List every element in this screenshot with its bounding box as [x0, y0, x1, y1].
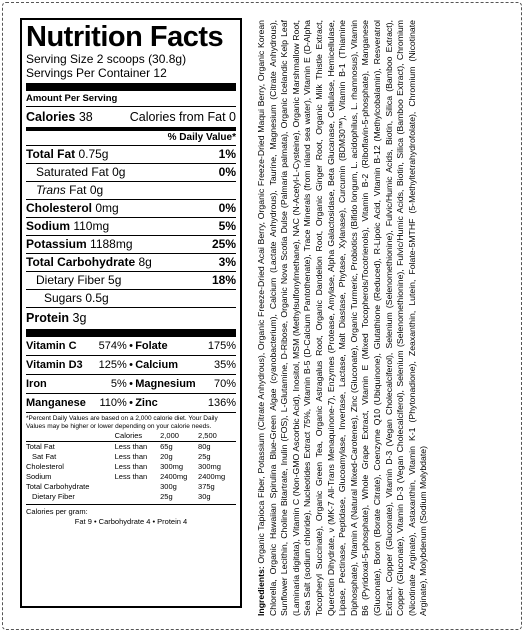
ref-cond: [115, 492, 161, 502]
nutrient-name: Saturated Fat: [36, 165, 109, 179]
vitamin-value: 125%: [98, 359, 127, 371]
nutrient-row-sugars: [26, 290, 236, 307]
divider: [26, 504, 236, 505]
daily-value-footnote: *Percent Daily Values are based on a 2,000 calorie diet. Your Daily Values may be higher or lower depending on your calorie needs.: [26, 415, 218, 430]
ref-name: Dietary Fiber: [32, 492, 75, 501]
vitamin-row: [26, 356, 236, 374]
servings-per-container: Servings Per Container 12: [26, 66, 167, 80]
divider-thick: [26, 329, 236, 337]
ref-cond: Less than: [114, 462, 148, 471]
vitamin-name: Folate: [135, 340, 168, 352]
nutrient-name: Total Carbohydrate: [26, 255, 136, 269]
ref-header-2000: 2,000: [160, 431, 179, 440]
nutrition-facts-panel: [20, 18, 242, 608]
bullet-separator: •: [129, 340, 133, 352]
divider-thick: [26, 83, 236, 91]
nutrient-name: Cholesterol: [26, 201, 93, 215]
ref-cond: Less than: [114, 452, 148, 461]
nutrient-amount: 1188mg: [90, 237, 133, 251]
ingredients-block: [256, 20, 494, 616]
nutrient-row-total-fat: [26, 146, 236, 163]
vitamin-name: Calcium: [135, 359, 178, 371]
ref-value-2500: 25g: [198, 452, 211, 461]
nutrient-row-protein: [26, 308, 236, 328]
vitamin-value: 136%: [207, 397, 236, 409]
ref-value-2000: 20g: [160, 452, 173, 461]
nutrient-amount: 3g: [72, 311, 87, 325]
calories-per-gram-values: Fat 9 • Carbohydrate 4 • Protein 4: [74, 517, 188, 526]
table-row: [26, 472, 236, 482]
reference-table: [26, 431, 236, 502]
nutrient-row-cholesterol: [26, 200, 236, 217]
ref-value-2500: 300mg: [198, 462, 221, 471]
vitamin-name: Vitamin C: [26, 340, 77, 352]
ingredients-list: Organic Tapioca Fiber, Potassium (Citrate Anhydrous), Organic Freeze-Dried Acai Berry, Organic Freeze-Dried Maqui Berry, Organic Korean Chlorella, Organic Hawaiian Spirulina Blue-Green Algae (cyanobacterium), Calcium (Lactate Anhydrous), Taurine, Magnesium (Citrate Anhydrous), Sunflower Lecithin, Choline Bitartrate, Inulin (FOS), L-Glutamine, D-Ribose, Organic Nova Scotia Dulse (Palmaria palmata), Organic Icelandic Kelp Leaf (Laminaria digitata), Vitamin C (Non-GMO Ascorbic Acid), Inositol, MSM (Methylsulfonylmethane), NAC (N-Acetyl-L-Cysteine), Organic Marshmallow Root, Sea Salt (sodium chloride), Nucleotides Extract 75%, Vitamin B-5 (D-Calcium Pantothenate), Trace Minerals (from inland sea water), Vitamin E (D-Alpha Tocopheryl Succinate), Organic Green Tea, Organic Astragalus Root, Organic Dandelion Root, Organic Ginger Root, Organic Milk Thistle Extract, Quercetin Dihydrate, ν (MK-7 All-Trans Menaquinone-7), Enzymes (Protease, Amylase, Alpha Galactosidase, Beta Glucanase, Cellulase, Hemicellulase, Lipase, Pectinase, Peptidase, Glucoamylase, Invertase, Lactase, Malt Diastase, Phytase, Xylanase), Curcumin (BDM30™), Vitamin B-1 (Thiamine Diphosphate), Vitamin A (Natural Mixed-Carotenes), Zinc (Gluconate), Organic Turmeric, Probiotics (Bifido longum, L. acidophilus, L. rhamnosus), Vitamin B6 (Pyridoxal-5-phosphate), Whole Grape Extract, Vitamin E (Mixed Tocopherols/Tocotrienols), Vitamin B-2 (Riboflavin-5-phosphate), Manganese (Gluconate), Boron (Borate Citrate), Coenzyme Q10 (Ubiquinone), Glutathione (Reduced), R-Lipoic Acid, Vitamin B-12 (Methylcobalamin), Resveratrol Extract, Copper (Gluconate), Vitamin D-3 (Vegan Cholecalciferol), Selenium (Selenomethionine), Fulvic/Humic Acids, Biotin, Silica (Bamboo Extract), Copper (Gluconate), Vitamin D-3 (Vegan Cholecalciferol), Selenium (Selenomethionine), Fulvic/Humic Acids, Biotin, Silica (Bamboo Extract), Chromium (Nicotinate Arginate), Astaxanthin, Vitamin K-1 (Phytonadione), Zeaxanthin, Lutein, Folate-5MTHF (5-Methyltetrahydrofolate), Chromium (Nicotinate Arginate), Molybdenum (Sodium Molybdate): [256, 20, 429, 616]
ref-name: Sodium: [26, 472, 52, 481]
calories-per-gram-label: Calories per gram:: [26, 507, 88, 516]
nutrition-facts-title: Nutrition Facts: [26, 21, 224, 53]
ref-name: Total Fat: [26, 442, 115, 453]
vitamin-name: Magnesium: [135, 378, 196, 390]
nutrient-amount: 0.75g: [78, 147, 109, 161]
nutrient-row-potassium: [26, 236, 236, 253]
nutrient-row-sodium: [26, 218, 236, 235]
table-row: [26, 442, 236, 453]
nutrient-name: Total Fat: [26, 147, 76, 161]
nutrient-name: Sodium: [26, 219, 70, 233]
ref-header-calories: Calories: [114, 431, 143, 440]
serving-size: Serving Size 2 scoops (30.8g): [26, 52, 187, 66]
nutrient-amount: 0mg: [95, 201, 119, 215]
bullet-separator: •: [129, 397, 133, 409]
nutrient-dv: 3%: [218, 255, 236, 269]
vitamin-value: 35%: [213, 359, 236, 371]
nutrient-name: Protein: [26, 311, 70, 325]
daily-value-header: % Daily Value*: [167, 132, 236, 143]
vitamin-name: Iron: [26, 378, 47, 390]
nutrient-amount: Fat 0g: [69, 183, 104, 197]
calories-from-fat: Calories from Fat 0: [129, 110, 236, 124]
table-row: [26, 482, 236, 492]
table-row: [26, 452, 236, 462]
ingredients-label: Ingredients:: [256, 566, 266, 616]
nutrient-row-trans-fat: [26, 182, 236, 199]
ref-value-2000: 25g: [160, 492, 173, 501]
nutrient-dv: 18%: [211, 273, 236, 287]
nutrient-dv: 0%: [218, 201, 236, 215]
ref-value-2000: 300mg: [160, 462, 184, 471]
nutrient-name: Potassium: [26, 237, 87, 251]
calories-label: Calories: [26, 110, 76, 124]
nutrient-row-total-carbohydrate: [26, 254, 236, 271]
vitamin-value: 5%: [110, 378, 127, 390]
ref-cond: Less than: [114, 472, 148, 481]
nutrient-dv: 1%: [218, 147, 236, 161]
vitamin-name: Zinc: [135, 397, 158, 409]
vitamin-value: 110%: [99, 397, 127, 409]
nutrient-amount: 8g: [138, 255, 152, 269]
nutrient-name: Trans: [36, 183, 66, 197]
table-row: [26, 462, 236, 472]
vitamin-value: 574%: [98, 340, 127, 352]
bullet-separator: •: [129, 359, 133, 371]
table-row: [26, 492, 236, 502]
nutrient-amount: 0g: [112, 165, 126, 179]
vitamin-row: [26, 394, 236, 412]
vitamin-value: 70%: [213, 378, 236, 390]
ref-cond: Less than: [115, 442, 161, 453]
ref-name: Sat Fat: [32, 452, 57, 461]
vitamin-name: Vitamin D3: [26, 359, 83, 371]
calories-row: [26, 107, 236, 127]
vitamin-row: [26, 375, 236, 393]
nutrient-amount: 5g: [108, 273, 122, 287]
amount-per-serving: Amount Per Serving: [26, 93, 118, 104]
ref-value-2500: 375g: [198, 482, 215, 491]
ref-cond: [115, 482, 161, 492]
ingredients-text: [256, 20, 430, 616]
vitamin-row: [26, 337, 236, 355]
divider: [26, 412, 236, 413]
vitamin-name: Manganese: [26, 397, 86, 409]
nutrient-amount: 0.5g: [85, 291, 109, 305]
ref-value-2000: 2400mg: [160, 472, 188, 481]
nutrient-amount: 110mg: [73, 219, 110, 233]
nutrient-dv: 0%: [218, 165, 236, 179]
calories-value: 38: [78, 110, 93, 124]
ref-name: Total Carbohydrate: [26, 482, 90, 491]
ref-value-2500: 80g: [198, 442, 236, 453]
bullet-separator: •: [129, 378, 133, 390]
nutrient-dv: 5%: [218, 219, 236, 233]
nutrient-row-saturated-fat: [26, 164, 236, 181]
nutrient-dv: 25%: [211, 237, 236, 251]
ref-value-2000: 300g: [160, 482, 177, 491]
nutrient-name: Dietary Fiber: [36, 273, 105, 287]
vitamin-value: 175%: [207, 340, 236, 352]
ref-value-2500: 30g: [198, 492, 211, 501]
ref-value-2000: 65g: [160, 442, 198, 453]
nutrient-row-dietary-fiber: [26, 272, 236, 289]
nutrient-name: Sugars: [44, 291, 83, 305]
ref-header-2500: 2,500: [198, 431, 217, 440]
ref-value-2500: 2400mg: [198, 472, 226, 481]
ref-name: Cholesterol: [26, 462, 64, 471]
